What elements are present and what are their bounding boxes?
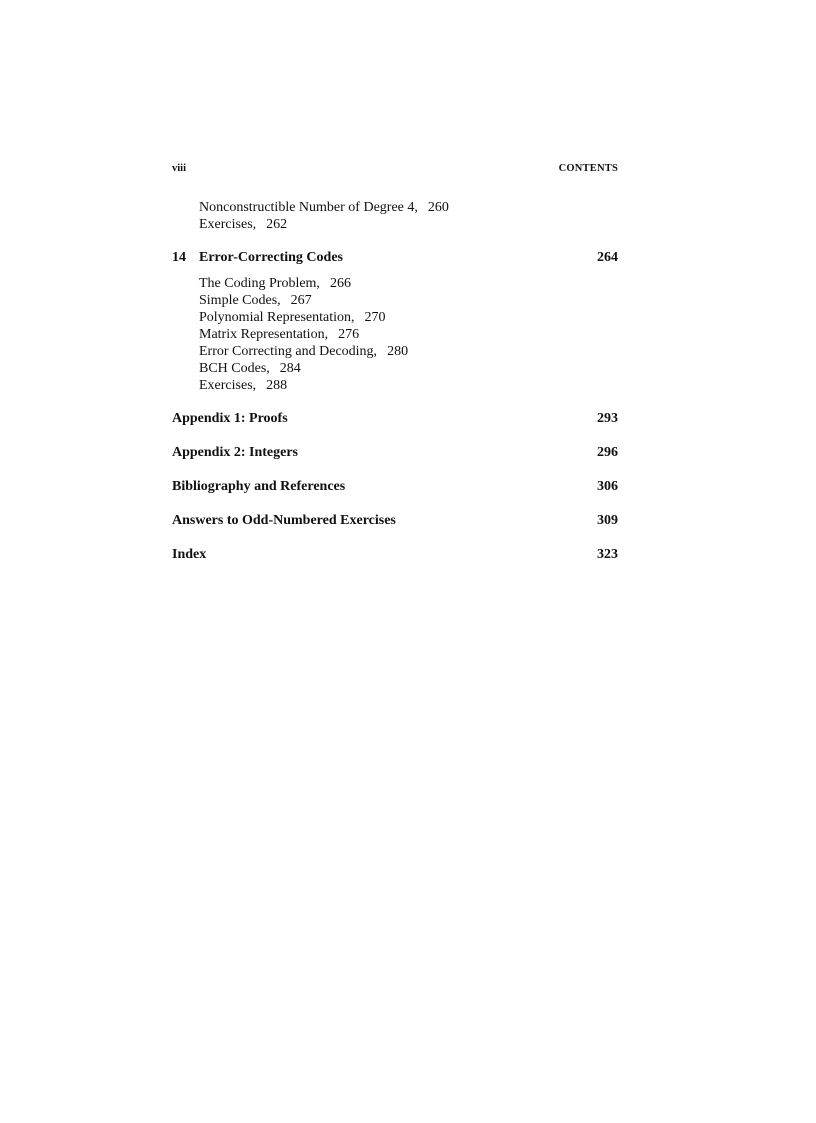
toc-subentry [199, 360, 301, 377]
subentry-title: Polynomial Representation, [199, 310, 355, 325]
subentry-page: 276 [338, 327, 360, 342]
subentry-title: Simple Codes, [199, 293, 281, 308]
toc-subentry [199, 275, 351, 292]
chapter-number: 14 [172, 250, 186, 265]
toc-appendix-entry [172, 444, 618, 462]
chapter-page: 264 [597, 250, 618, 265]
toc-subentry [199, 377, 287, 394]
entry-page: 306 [597, 479, 618, 494]
subentry-page: 267 [290, 293, 312, 308]
subentry-title: Nonconstructible Number of Degree 4, [199, 200, 418, 215]
toc-subentry [199, 343, 408, 360]
subentry-page: 280 [387, 344, 409, 359]
toc-bibliography-entry [172, 478, 618, 496]
subentry-page: 270 [364, 310, 386, 325]
subentry-title: BCH Codes, [199, 361, 270, 376]
entry-page: 323 [597, 547, 618, 562]
entry-page: 309 [597, 513, 618, 528]
toc-subentry [199, 326, 359, 343]
entry-title: Appendix 1: Proofs [172, 411, 288, 426]
toc-subentry [199, 199, 449, 216]
subentry-page: 284 [279, 361, 301, 376]
toc-chapter-entry [172, 249, 618, 267]
subentry-page: 288 [266, 378, 288, 393]
toc-subentry [199, 216, 287, 233]
entry-title: Bibliography and References [172, 479, 346, 494]
toc-answers-entry [172, 512, 618, 530]
subentry-title: Error Correcting and Decoding, [199, 344, 378, 359]
toc-subentry [199, 309, 386, 326]
subentry-page: 266 [329, 276, 351, 291]
toc-index-entry [172, 546, 618, 564]
running-head [172, 163, 618, 177]
subentry-page: 260 [427, 200, 449, 215]
toc-subentry [199, 292, 312, 309]
entry-title: Answers to Odd-Numbered Exercises [172, 513, 396, 528]
running-title: CONTENTS [558, 163, 618, 174]
subentry-title: Matrix Representation, [199, 327, 329, 342]
page-folio: viii [172, 163, 187, 174]
entry-title: Appendix 2: Integers [172, 445, 299, 460]
entry-page: 293 [597, 411, 618, 426]
entry-title: Index [172, 547, 207, 562]
subentry-page: 262 [266, 217, 288, 232]
toc-appendix-entry [172, 410, 618, 428]
subentry-title: Exercises, [199, 378, 257, 393]
entry-page: 296 [597, 445, 618, 460]
subentry-title: The Coding Problem, [199, 276, 320, 291]
chapter-title: Error-Correcting Codes [199, 250, 343, 265]
subentry-title: Exercises, [199, 217, 257, 232]
